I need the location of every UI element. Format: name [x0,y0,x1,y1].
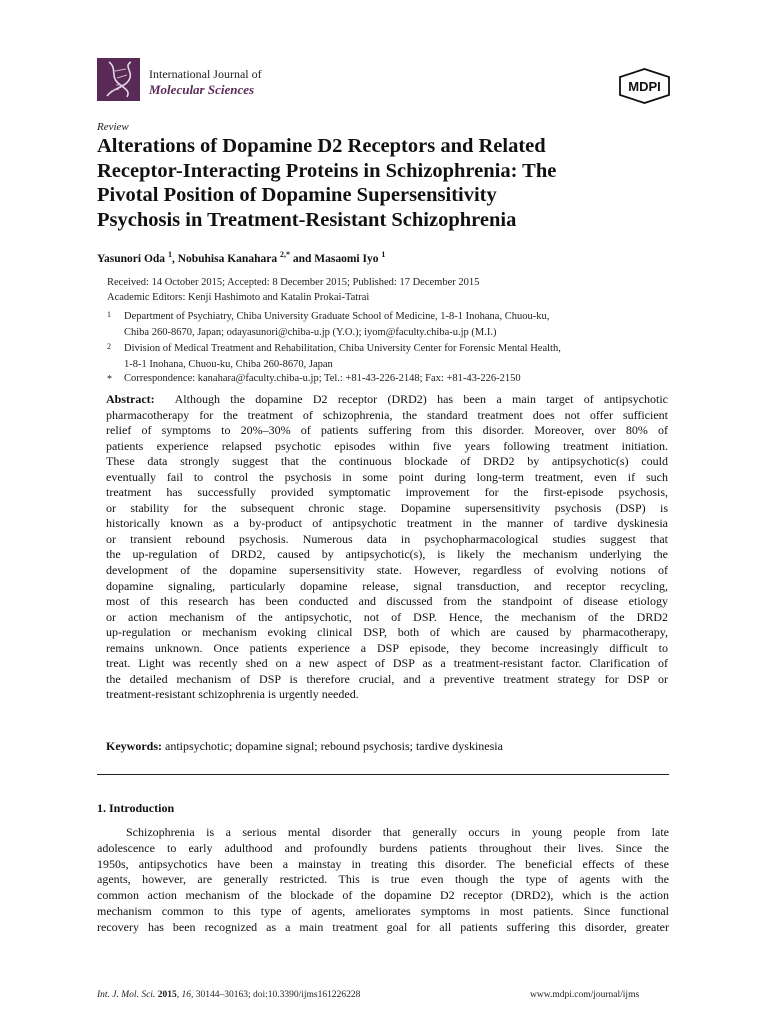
abstract [106,392,668,703]
body-line: recovery has been recognized as a main treatment goal for all patients suffering this disorder, greater [97,919,669,934]
journal-name-line1: International Journal of [149,67,262,81]
article-type: Review [97,121,129,133]
abstract-line: historically known as a by-product of antipsychotic treatment in the manner of tardive dyskinesia [106,516,668,531]
affiliation-1 [124,309,549,341]
body-text [97,825,669,936]
section-heading: 1. Introduction [97,801,175,815]
body-line: adolescence to early adulthood and profoundly burdens patients throughout their lives. Since the [97,840,669,855]
affiliation-line: Department of Psychiatry, Chiba University Graduate School of Medicine, 1-8-1 Inohana, Chuou-ku, [124,311,550,322]
author-separator: , [171,252,178,265]
dna-helix-icon [97,58,140,101]
abstract-line: the detailed mechanism of DSP is therefore crucial, and a preventive treatment strategy for DSP or [106,671,668,686]
abstract-line: treat. Light was recently shed on a new aspect of DSP as a treatment-resistant factor. Clarification of [106,656,668,671]
body-line: 1950s, antipsychotics have been a mainstay in treating this disorder. The beneficial effects of these [97,856,669,871]
journal-url[interactable]: www.mdpi.com/journal/ijms [530,990,640,1000]
affiliation-number: 1 [107,310,111,319]
title-line: Pivotal Position of Dopamine Supersensitivity [97,184,497,206]
author-and: and [289,252,315,265]
citation-pages-doi: , 30144–30163; doi:10.3390/ijms161226228 [190,990,361,1000]
abstract-line: or stability for the subsequent chronic stage. Dopamine supersensitivity psychosis (DSP) is [106,500,668,515]
mdpi-logo-icon [618,68,671,104]
correspondence [124,371,521,387]
abstract-line: dopamine signaling, particularly dopamine release, signal transduction, and receptor recycling, [106,578,668,593]
correspondence-line: Correspondence: kanahara@faculty.chiba-u.jp; Tel.: +81-43-226-2148; Fax: +81-43-226-2150 [124,373,521,384]
abstract-line: treatment has successfully provided symptomatic improvement for the first-episode psychosis, [106,485,668,500]
keywords-label: Keywords: [106,739,162,753]
abstract-line: the up-regulation of DRD2, caused by antipsychotic(s), is likely the mechanism underlying the [106,547,668,562]
keywords-text: antipsychotic; dopamine signal; rebound psychosis; tardive dyskinesia [165,739,503,753]
abstract-line: eventually fail to control the psychosis in some point during long-term treatment, even if such [106,469,668,484]
affiliation-line: Chiba 260-8670, Japan; odayasunori@chiba-u.jp (Y.O.); iyom@faculty.chiba-u.jp (M.I.) [124,327,497,338]
article-title [97,134,677,232]
title-line: Receptor-Interacting Proteins in Schizophrenia: The [97,159,557,182]
citation-footer: Int. J. Mol. Sci. 2015, 16, 30144–30163; doi:10.3390/ijms161226228 [97,990,361,1000]
body-line: mechanism common to this type of agents, ameliorates symptoms in most patients. Since functional [97,903,669,918]
title-line: Psychosis in Treatment-Resistant Schizophrenia [97,208,517,231]
body-line: agents, however, are generally restricted. This is true even though the type of agents with the [97,872,669,887]
abstract-line: most of this research has been conducted and discussed from the standpoint of disease etiology [106,594,668,609]
abstract-line: development of the dopamine supersensitivity state. However, regardless of evolving notions of [106,563,668,578]
abstract-line: pharmacotherapy for the treatment of schizophrenia, the standard treatment does not offer sufficient [106,407,668,422]
body-line: common action mechanism of the blockade of the dopamine D2 receptor (DRD2), which is the action [97,888,669,903]
abstract-line: remains unknown. Once patients experience a DSP episode, they become increasingly difficult to [106,640,668,655]
keywords [106,739,503,754]
author-list [97,250,385,265]
author-affiliation-mark: 2,* [279,250,290,259]
academic-editors: Academic Editors: Kenji Hashimoto and Katalin Prokai-Tatrai [107,292,370,303]
affiliation-2 [124,341,561,373]
journal-name-line2: Molecular Sciences [149,82,255,97]
abstract-line: treatment-resistant schizophrenia is urgently needed. [106,687,359,702]
author-affiliation-mark: 1 [167,250,172,259]
abstract-line [106,392,668,408]
author-name: Nobuhisa Kanahara [177,252,278,265]
abstract-line: relief of symptoms to 20%–30% of patients suffering from this disorder. Moreover, over 80% of [106,423,668,438]
author-name: Masaomi Iyo [314,252,379,265]
abstract-line: or transient rebound psychosis. Numerous data in psychopharmacological studies suggest that [106,531,668,546]
affiliation-number: 2 [107,342,111,351]
publication-dates: Received: 14 October 2015; Accepted: 8 December 2015; Published: 17 December 2015 [107,277,480,288]
section-divider [97,774,669,775]
title-line: Alterations of Dopamine D2 Receptors and Related [97,135,546,157]
author-affiliation-mark: 1 [381,250,386,259]
body-line: Schizophrenia is a serious mental disorder that generally occurs in young people from late [126,825,669,839]
mdpi-logo [618,68,671,104]
journal-logo [97,58,140,101]
abstract-text: Although the dopamine D2 receptor (DRD2) has been a main target of antipsychotic [174,392,668,406]
journal-abbrev: Int. J. Mol. Sci. [97,990,156,1000]
abstract-line: or action mechanism of the antipsychotic, not of DSP. Hence, the mechanism of the DRD2 [106,609,668,624]
abstract-line: patients experience relapsed psychotic episodes within five years following treatment initiation. [106,438,668,453]
abstract-line: up-regulation or mechanism evoking clinical DSP, both of which are caused by pharmacotherapy, [106,625,668,640]
correspondence-mark: * [107,374,112,385]
abstract-label: Abstract: [106,392,155,406]
affiliation-line: 1-8-1 Inohana, Chuou-ku, Chiba 260-8670, Japan [124,359,333,370]
abstract-line: These data strongly suggest that the continuous blockade of DRD2 by antipsychotic(s) could [106,454,668,469]
citation-volume: 16 [181,990,191,1000]
citation-year: 2015 [157,990,177,1000]
mdpi-logo-text: MDPI [628,79,661,94]
author-name: Yasunori Oda [97,252,166,265]
affiliation-line: Division of Medical Treatment and Rehabilitation, Chiba University Center for Forensic Mental Health, [124,343,561,354]
